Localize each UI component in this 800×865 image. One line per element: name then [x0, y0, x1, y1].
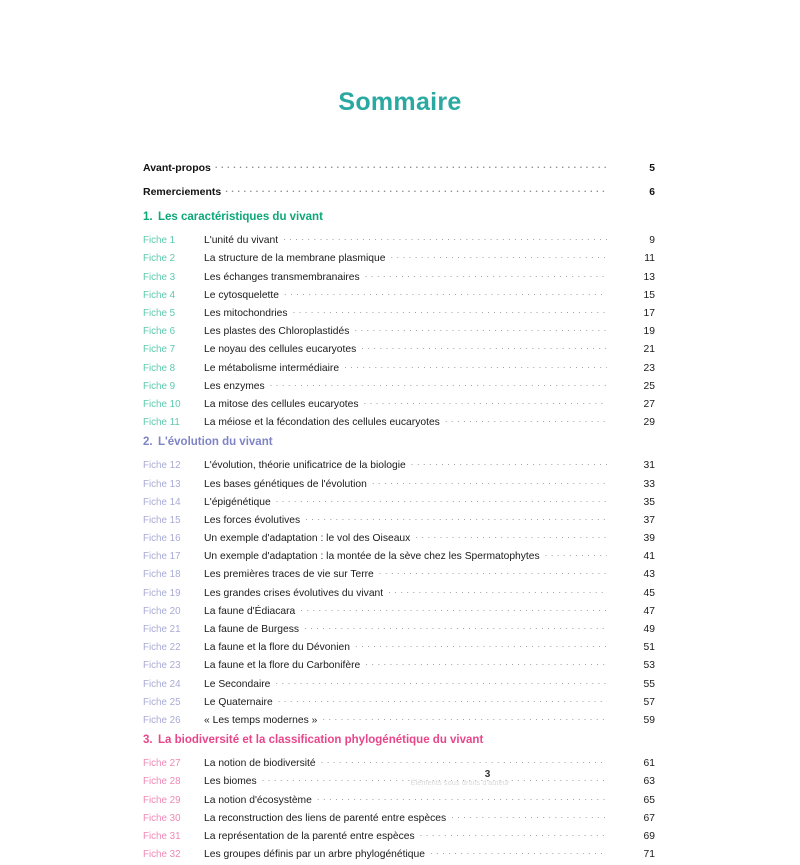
fiche-label: Fiche 17: [143, 551, 181, 563]
entry-page-number: 39: [643, 533, 655, 545]
entry-page-number: 9: [649, 235, 655, 247]
toc-entry-row[interactable]: [143, 604, 655, 622]
table-of-contents: [143, 160, 655, 865]
entry-page-number: 29: [643, 417, 655, 429]
entry-page-number: 43: [643, 569, 655, 581]
entry-title: La méiose et la fécondation des cellules eucaryotes: [204, 417, 440, 429]
fiche-label: Fiche 3: [143, 271, 176, 283]
toc-entry-row[interactable]: [143, 713, 655, 731]
fiche-label: Fiche 31: [143, 830, 181, 842]
entry-page-number: 55: [643, 678, 655, 690]
entry-title: Le Quaternaire: [204, 696, 273, 708]
toc-entry-row[interactable]: [143, 622, 655, 640]
entry-page-number: 21: [643, 344, 655, 356]
entry-title: La notion d'écosystème: [204, 794, 312, 806]
entry-title: La structure de la membrane plasmique: [204, 253, 386, 265]
entry-title: Les groupes définis par un arbre phylogénétique: [204, 849, 425, 861]
toc-entry-row[interactable]: [143, 379, 655, 397]
page-title: Sommaire: [338, 88, 462, 116]
fiche-label: Fiche 26: [143, 714, 181, 726]
entry-title: « Les temps modernes »: [204, 714, 318, 726]
dot-leader: [284, 288, 607, 298]
entry-page-number: 49: [643, 624, 655, 636]
entry-title: Les forces évolutives: [204, 514, 301, 526]
dot-leader: [364, 397, 607, 407]
entry-page-number: 45: [643, 587, 655, 599]
fiche-label: Fiche 19: [143, 587, 181, 599]
dot-leader: [445, 415, 607, 425]
fiche-label: Fiche 20: [143, 605, 181, 617]
fiche-label: Fiche 1: [143, 235, 176, 247]
fiche-label: Fiche 10: [143, 398, 181, 410]
section-number: 1.: [143, 211, 153, 223]
entry-title: L'évolution, théorie unificatrice de la biologie: [204, 460, 406, 472]
dot-leader: [317, 792, 607, 802]
entry-page-number: 65: [643, 794, 655, 806]
entry-title: Le cytosquelette: [204, 289, 279, 301]
fiche-label: Fiche 7: [143, 344, 176, 356]
entry-title: Les bases génétiques de l'évolution: [204, 478, 367, 490]
toc-entry-row[interactable]: [143, 233, 655, 251]
dot-leader: [365, 269, 607, 279]
toc-entry-row[interactable]: [143, 342, 655, 360]
fiche-label: Fiche 29: [143, 794, 181, 806]
toc-entry-row[interactable]: [143, 251, 655, 269]
section-heading[interactable]: [143, 433, 655, 458]
fiche-label: Fiche 13: [143, 478, 181, 490]
dot-leader: [388, 585, 607, 595]
entry-page-number: 31: [643, 460, 655, 472]
dot-leader: [420, 829, 607, 839]
entry-title: Les biomes: [204, 776, 257, 788]
fiche-label: Fiche 28: [143, 776, 181, 788]
fiche-label: Fiche 6: [143, 326, 176, 338]
section-number: 2.: [143, 436, 153, 449]
fiche-label: Fiche 16: [143, 533, 181, 545]
fiche-label: Fiche 27: [143, 758, 181, 770]
front-matter-page-number: 5: [649, 162, 655, 174]
dot-leader: [361, 342, 607, 352]
entry-page-number: 61: [643, 758, 655, 770]
fiche-label: Fiche 32: [143, 849, 181, 861]
entry-page-number: 41: [643, 551, 655, 563]
toc-entry-row[interactable]: [143, 269, 655, 287]
entry-page-number: 19: [643, 326, 655, 338]
toc-section: [143, 731, 655, 865]
toc-entry-row[interactable]: [143, 695, 655, 713]
toc-entry-row[interactable]: [143, 397, 655, 415]
dot-leader: [276, 494, 607, 504]
dot-leader: [545, 549, 607, 559]
dot-leader: [225, 184, 607, 195]
section-title: Les caractéristiques du vivant: [158, 211, 323, 223]
entry-title: Un exemple d'adaptation : le vol des Oiseaux: [204, 533, 411, 545]
front-matter-label: Remerciements: [143, 185, 222, 198]
entry-page-number: 15: [643, 289, 655, 301]
toc-entry-row[interactable]: [143, 415, 655, 433]
front-matter-row[interactable]: [143, 160, 655, 184]
fiche-label: Fiche 8: [143, 362, 176, 374]
dot-leader: [305, 513, 607, 523]
section-heading[interactable]: [143, 208, 655, 233]
entry-title: Les enzymes: [204, 380, 265, 392]
entry-page-number: 33: [643, 478, 655, 490]
toc-section: [143, 433, 655, 731]
entry-page-number: 35: [643, 496, 655, 508]
entry-page-number: 57: [643, 696, 655, 708]
toc-entry-row[interactable]: [143, 324, 655, 342]
dot-leader: [283, 233, 607, 243]
toc-entry-row[interactable]: [143, 792, 655, 810]
dot-leader: [304, 622, 607, 632]
section-title: L'évolution du vivant: [158, 436, 273, 449]
dot-leader: [354, 324, 607, 334]
dot-leader: [372, 476, 607, 486]
fiche-label: Fiche 11: [143, 417, 180, 429]
toc-entry-row[interactable]: [143, 567, 655, 585]
entry-title: Les plastes des Chloroplastidés: [204, 326, 350, 338]
fiche-label: Fiche 25: [143, 696, 181, 708]
entry-title: Le noyau des cellules eucaryotes: [204, 344, 357, 356]
section-number: 3.: [143, 733, 153, 746]
entry-title: La représentation de la parenté entre espèces: [204, 830, 415, 842]
dot-leader: [344, 360, 607, 370]
toc-entry-row[interactable]: [143, 531, 655, 549]
dot-leader: [379, 567, 607, 577]
entry-title: Le Secondaire: [204, 678, 271, 690]
dot-leader: [390, 251, 607, 261]
fiche-label: Fiche 5: [143, 308, 176, 320]
front-matter-page-number: 6: [649, 186, 655, 198]
toc-entry-row[interactable]: [143, 585, 655, 603]
entry-title: L'unité du vivant: [204, 235, 279, 247]
entry-page-number: 47: [643, 605, 655, 617]
dot-leader: [300, 604, 607, 614]
fiche-label: Fiche 18: [143, 569, 181, 581]
toc-entry-row[interactable]: [143, 306, 655, 324]
entry-title: La faune de Burgess: [204, 624, 300, 636]
dot-leader: [293, 306, 607, 316]
entry-title: Un exemple d'adaptation : la montée de la sève chez les Spermatophytes: [204, 551, 540, 563]
section-title: La biodiversité et la classification phylogénétique du vivant: [158, 733, 484, 746]
toc-entry-row[interactable]: [143, 676, 655, 694]
entry-title: Les échanges transmembranaires: [204, 271, 360, 283]
dot-leader: [275, 676, 607, 686]
entry-title: La faune d'Édiacara: [204, 605, 296, 617]
entry-title: L'épigénétique: [204, 496, 271, 508]
fiche-label: Fiche 15: [143, 514, 181, 526]
dot-leader: [365, 658, 607, 668]
entry-title: La mitose des cellules eucaryotes: [204, 398, 359, 410]
fiche-label: Fiche 24: [143, 678, 181, 690]
toc-entry-row[interactable]: [143, 494, 655, 512]
entry-title: Les premières traces de vie sur Terre: [204, 569, 374, 581]
dot-leader: [270, 379, 607, 389]
fiche-label: Fiche 14: [143, 496, 181, 508]
fiche-label: Fiche 12: [143, 460, 181, 472]
front-matter-row[interactable]: [143, 184, 655, 208]
fiche-label: Fiche 2: [143, 253, 176, 265]
toc-entry-row[interactable]: [143, 360, 655, 378]
fiche-label: Fiche 21: [143, 624, 181, 636]
toc-entry-row[interactable]: [143, 549, 655, 567]
entry-title: La reconstruction des liens de parenté entre espèces: [204, 812, 447, 824]
dot-leader: [430, 847, 607, 857]
entry-title: La faune et la flore du Carbonifère: [204, 660, 361, 672]
dot-leader: [415, 531, 607, 541]
entry-page-number: 59: [643, 714, 655, 726]
toc-entry-row[interactable]: [143, 829, 655, 847]
entry-title: Le métabolisme intermédiaire: [204, 362, 340, 374]
front-matter-label: Avant-propos: [143, 161, 211, 174]
toc-entry-row[interactable]: [143, 476, 655, 494]
footer-page-number: 3: [484, 769, 491, 780]
entry-page-number: 69: [643, 830, 655, 842]
toc-entry-row[interactable]: [143, 513, 655, 531]
dot-leader: [451, 810, 607, 820]
toc-entry-row[interactable]: [143, 640, 655, 658]
entry-page-number: 27: [643, 398, 655, 410]
toc-entry-row[interactable]: [143, 288, 655, 306]
entry-page-number: 13: [643, 271, 655, 283]
fiche-label: Fiche 22: [143, 642, 181, 654]
toc-entry-row[interactable]: [143, 810, 655, 828]
fiche-label: Fiche 23: [143, 660, 181, 672]
entry-page-number: 23: [643, 362, 655, 374]
dot-leader: [215, 160, 607, 171]
fiche-label: Fiche 9: [143, 380, 176, 392]
entry-page-number: 25: [643, 380, 655, 392]
section-heading[interactable]: [143, 731, 655, 756]
fiche-label: Fiche 4: [143, 289, 176, 301]
fiche-label: Fiche 30: [143, 812, 181, 824]
entry-title: Les grandes crises évolutives du vivant: [204, 587, 384, 599]
toc-entry-row[interactable]: [143, 847, 655, 865]
dot-leader: [278, 695, 607, 705]
entry-page-number: 63: [643, 776, 655, 788]
toc-section: [143, 208, 655, 433]
entry-title: Les mitochondries: [204, 308, 288, 320]
entry-title: La faune et la flore du Dévonien: [204, 642, 350, 654]
toc-entry-row[interactable]: [143, 458, 655, 476]
entry-page-number: 51: [643, 642, 655, 654]
toc-entry-row[interactable]: [143, 658, 655, 676]
entry-page-number: 53: [643, 660, 655, 672]
dot-leader: [411, 458, 607, 468]
copyright-watermark: Éléments sous droits d'auteur: [410, 778, 510, 787]
entry-title: La notion de biodiversité: [204, 758, 316, 770]
entry-page-number: 37: [643, 514, 655, 526]
entry-page-number: 67: [643, 812, 655, 824]
entry-page-number: 11: [644, 253, 655, 265]
entry-page-number: 71: [643, 849, 655, 861]
dot-leader: [321, 756, 607, 766]
dot-leader: [322, 713, 607, 723]
dot-leader: [355, 640, 607, 650]
entry-page-number: 17: [643, 308, 655, 320]
